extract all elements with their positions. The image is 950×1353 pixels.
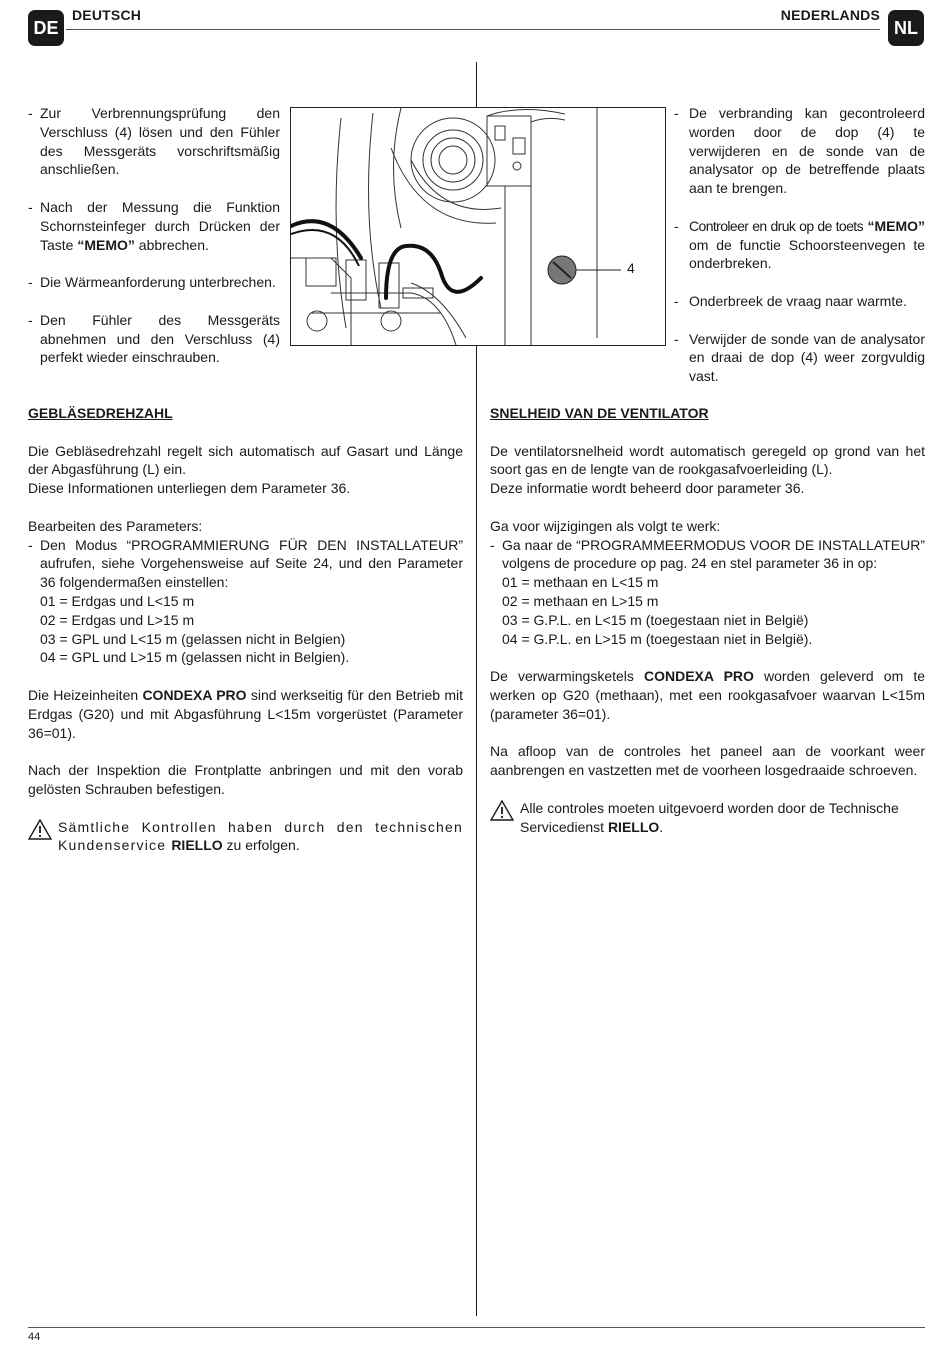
language-label-de: DEUTSCH (72, 7, 142, 23)
paragraph: Bearbeiten des Parameters: (28, 517, 203, 534)
parameter-option: 01 = Erdgas und L<15 m (40, 592, 195, 609)
paragraph: Die Gebläsedrehzahl regelt sich automatisch auf Gasart und Länge der Abgasführung (L) ein. (28, 442, 463, 478)
parameter-option: 02 = methaan en L>15 m (502, 592, 659, 609)
paragraph: Diese Informationen unterliegen dem Parameter 36. (28, 480, 351, 497)
list-item: - Nach der Messung die Funktion Schornsteinfeger durch Drücken der Taste “MEMO” abbrechen. (28, 198, 280, 253)
parameter-option: 01 = methaan en L<15 m (502, 574, 659, 591)
list-item: - De verbranding kan gecontroleerd worden door de dop (4) te verwijderen en de sonde van de analysator op de betreffende plaats aan te brengen. (674, 105, 925, 197)
list-item: - Die Wärmeanforderung unterbrechen. (28, 274, 276, 291)
de-top-bullets (28, 104, 280, 367)
warning-triangle-icon (490, 799, 520, 826)
warning-note: Sämtliche Kontrollen haben durch den technischen Kundenservice RIELLO zu erfolgen. (28, 818, 463, 856)
nl-section (490, 404, 925, 836)
nl-top-bullets (674, 104, 925, 386)
callout-label-4: 4 (627, 260, 635, 276)
paragraph: Ga voor wijzigingen als volgt te werk: (490, 517, 721, 534)
header-rule (66, 29, 880, 30)
list-item: - Controleer en druk op de toets “MEMO” om de functie Schoorsteenvegen te onderbreken. (674, 217, 925, 272)
paragraph: Nach der Inspektion die Frontplatte anbringen und mit den vorab gelösten Schrauben befestigen. (28, 762, 463, 797)
language-label-nl: NEDERLANDS (780, 7, 880, 23)
section-heading-de: GEBLÄSEDREHZAHL (28, 405, 173, 421)
list-item: - Onderbreek de vraag naar warmte. (674, 292, 907, 309)
parameter-option: 03 = GPL und L<15 m (gelassen nicht in Belgien) (40, 630, 346, 647)
brand-name: CONDEXA PRO (142, 686, 247, 703)
list-item: - Verwijder de sonde van de analysator en draai de dop (4) weer zorgvuldig vast. (674, 330, 925, 385)
list-item: - Den Modus “PROGRAMMIERUNG FÜR DEN INSTALLATEUR” aufrufen, siehe Vorgehensweise auf Seite 24, und den Parameter 36 folgendermaßen einstellen: (28, 536, 463, 591)
parameter-option: 04 = GPL und L>15 m (gelassen nicht in Belgien). (40, 649, 350, 666)
brand-name: CONDEXA PRO (644, 668, 754, 685)
brand-name: RIELLO (171, 837, 223, 854)
list-item: - Ga naar de “PROGRAMMEERMODUS VOOR DE INSTALLATEUR” volgens de procedure op pag. 24 en stel parameter 36 in op: (490, 536, 925, 572)
footer-rule (28, 1327, 925, 1328)
illustration-drawing (291, 108, 665, 345)
parameter-option: 03 = G.P.L. en L<15 m (toegestaan niet in België) (502, 611, 809, 628)
paragraph: Na afloop van de controles het paneel aan de voorkant weer aanbrengen en vastzetten met de voorheen losgedraaide schroeven. (490, 743, 925, 779)
parameter-option: 02 = Erdgas und L>15 m (40, 611, 195, 628)
language-badge-de: DE (28, 10, 64, 46)
warning-note: Alle controles moeten uitgevoerd worden door de Technische Servicedienst RIELLO. (490, 799, 925, 837)
memo-key: “MEMO” (867, 217, 925, 234)
language-badge-nl: NL (888, 10, 924, 46)
parameter-option: 04 = G.P.L. en L>15 m (toegestaan niet in België). (502, 630, 813, 647)
list-item: - Den Fühler des Messgeräts abnehmen und den Verschluss (4) perfekt wieder einschrauben. (28, 311, 280, 366)
page-number: 44 (28, 1331, 41, 1343)
paragraph: Die Heizeinheiten CONDEXA PRO sind werkseitig für den Betrieb mit Erdgas (G20) und mit Abgasführung L<15m vorgerüstet (Parameter 36=01). (28, 686, 463, 741)
de-section (28, 404, 463, 855)
list-item: - Zur Verbrennungsprüfung den Verschluss (4) lösen und den Fühler des Messgeräts vorschriftsmäßig anschließen. (28, 105, 280, 178)
warning-triangle-icon (28, 818, 58, 845)
section-heading-nl: SNELHEID VAN DE VENTILATOR (490, 405, 709, 421)
memo-key: “MEMO” (77, 236, 135, 253)
paragraph: Deze informatie wordt beheerd door parameter 36. (490, 480, 805, 497)
burner-cap-illustration (290, 107, 666, 346)
paragraph: De verwarmingsketels CONDEXA PRO worden geleverd om te werken op G20 (methaan), met een rookgasafvoer waarvan L<15m (parameter 36=01). (490, 668, 926, 722)
paragraph: De ventilatorsnelheid wordt automatisch geregeld op grond van het soort gas en de lengte van de rookgasafvoerleiding (L). (490, 442, 925, 478)
brand-name: RIELLO (607, 818, 660, 835)
